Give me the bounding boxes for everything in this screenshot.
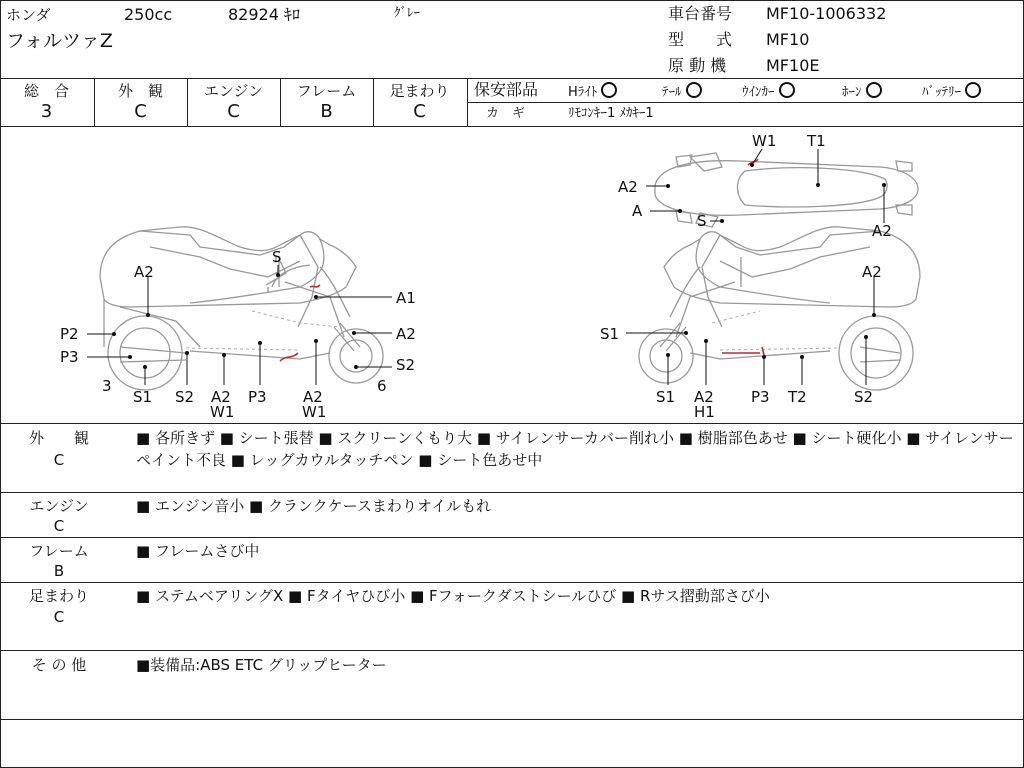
grade-label-frame: フレーム — [296, 82, 357, 100]
engine-value: MF10E — [766, 56, 820, 75]
remark-title-suspension: 足まわり — [28, 587, 89, 605]
diagram-label: 6 — [377, 377, 387, 395]
ok-circle-icon — [965, 82, 981, 98]
grade-value-exterior: C — [134, 101, 147, 122]
color: ｸﾞﾚｰ — [394, 6, 420, 21]
diagram-label: A2 — [396, 325, 416, 343]
safety-taillight: ﾃｰﾙ — [662, 82, 702, 102]
diagram-label: A2 — [618, 178, 638, 196]
diagram-label: P2 — [60, 325, 79, 343]
remark-title-exterior: 外 観 — [28, 429, 89, 447]
mileage: 82924 ｷﾛ — [228, 5, 300, 24]
divider — [0, 423, 1024, 424]
ok-circle-icon — [866, 82, 882, 98]
divider — [468, 102, 1024, 103]
divider — [0, 650, 1024, 651]
diagram-label: S1 — [656, 388, 676, 406]
diagram-label: 3 — [102, 377, 112, 395]
diagram-label: A2 — [872, 222, 892, 240]
remark-text-other: ■装備品:ABS ETC グリップヒーター — [136, 656, 387, 674]
diagram-label: S1 — [600, 325, 620, 343]
ok-circle-icon — [779, 82, 795, 98]
diagram-label: P3 — [751, 388, 770, 406]
diagram-label: P3 — [60, 348, 79, 366]
remark-title-engine: エンジン — [29, 497, 89, 515]
remark-grade-exterior: C — [53, 451, 65, 469]
key-label: カ ギ — [486, 106, 526, 121]
ok-circle-icon — [601, 82, 617, 98]
damage-diagram — [0, 127, 1024, 424]
diagram-label: A2 — [303, 388, 323, 406]
diagram-label: S2 — [396, 356, 416, 374]
frame-no: MF10-1006332 — [766, 4, 887, 23]
diagram-label: S2 — [854, 388, 874, 406]
diagram-label: S — [272, 248, 282, 266]
safety-headlight: Hﾗｲﾄ — [568, 82, 617, 102]
divider — [0, 537, 1024, 538]
damage-marks — [280, 159, 764, 361]
displacement: 250cc — [124, 5, 173, 24]
engine-label: 原 動 機 — [668, 56, 727, 75]
ok-circle-icon — [686, 82, 702, 98]
leader-dots — [112, 163, 886, 369]
safety-horn: ﾎｰﾝ — [842, 82, 882, 102]
diagram-label: S — [697, 212, 707, 230]
remark-grade-frame: B — [53, 562, 65, 580]
grade-value-frame: B — [320, 101, 333, 122]
divider — [0, 78, 1024, 79]
diagram-label: W1 — [210, 403, 235, 421]
grade-label-suspension: 足まわり — [389, 82, 450, 100]
diagram-label: A2 — [862, 263, 882, 281]
dotted-lines — [186, 311, 840, 350]
model-name: フォルツァZ — [6, 30, 113, 52]
remark-text-exterior: ■ 各所きず ■ シート張替 ■ スクリーンくもり大 ■ サイレンサーカバー削れ小 ■ 樹脂部色あせ ■ シート硬化小 ■ サイレンサーペイント不良 ■ レッグカウルタッチペン ■ シート色あせ中 — [136, 429, 1014, 469]
remark-title-frame: フレーム — [29, 542, 89, 560]
grade-value-suspension: C — [413, 101, 426, 122]
remark-title-other: そ の 他 — [31, 656, 87, 674]
maker: ホンダ — [6, 6, 51, 24]
diagram-label: A2 — [211, 388, 231, 406]
diagram-label: S2 — [175, 388, 195, 406]
diagram-label: A2 — [694, 388, 714, 406]
diagram-label: A2 — [134, 263, 154, 281]
divider — [0, 492, 1024, 493]
safety-label: 保安部品 — [474, 80, 539, 99]
remark-text-frame: ■ フレームさび中 — [136, 542, 260, 560]
diagram-label: A — [632, 202, 643, 220]
safety-winker: ｳｲﾝｶｰ — [742, 82, 795, 102]
remark-grade-engine: C — [53, 517, 65, 535]
remark-grade-suspension: C — [53, 608, 65, 626]
grade-label-exterior: 外 観 — [117, 82, 163, 100]
diagram-label: T2 — [788, 388, 807, 406]
grade-value-engine: C — [227, 101, 240, 122]
diagram-label: A1 — [396, 289, 416, 307]
divider — [0, 719, 1024, 720]
divider — [467, 78, 468, 126]
diagram-label: W1 — [752, 132, 777, 150]
remark-text-engine: ■ エンジン音小 ■ クランクケースまわりオイルもれ — [136, 497, 492, 515]
grade-label-overall: 総 合 — [23, 82, 69, 100]
diagram-label: T1 — [807, 132, 826, 150]
safety-battery: ﾊﾞｯﾃﾘｰ — [922, 82, 981, 102]
diagram-label: H1 — [694, 403, 715, 421]
grade-label-engine: エンジン — [203, 82, 264, 100]
diagram-label: S1 — [133, 388, 153, 406]
type-label: 型 式 — [668, 30, 733, 49]
diagram-label: W1 — [302, 403, 327, 421]
grade-value-overall: 3 — [40, 101, 53, 122]
key-value: ﾘﾓｺﾝｷｰ1 ﾒｶｷｰ1 — [568, 106, 654, 121]
remark-text-suspension: ■ ステムベアリングX ■ Fタイヤひび小 ■ Fフォークダストシールひび ■ Rサス摺動部さび小 — [136, 587, 770, 605]
diagram-label: P3 — [248, 388, 267, 406]
frame-no-label: 車台番号 — [668, 4, 733, 23]
divider — [0, 582, 1024, 583]
type-value: MF10 — [766, 30, 810, 49]
